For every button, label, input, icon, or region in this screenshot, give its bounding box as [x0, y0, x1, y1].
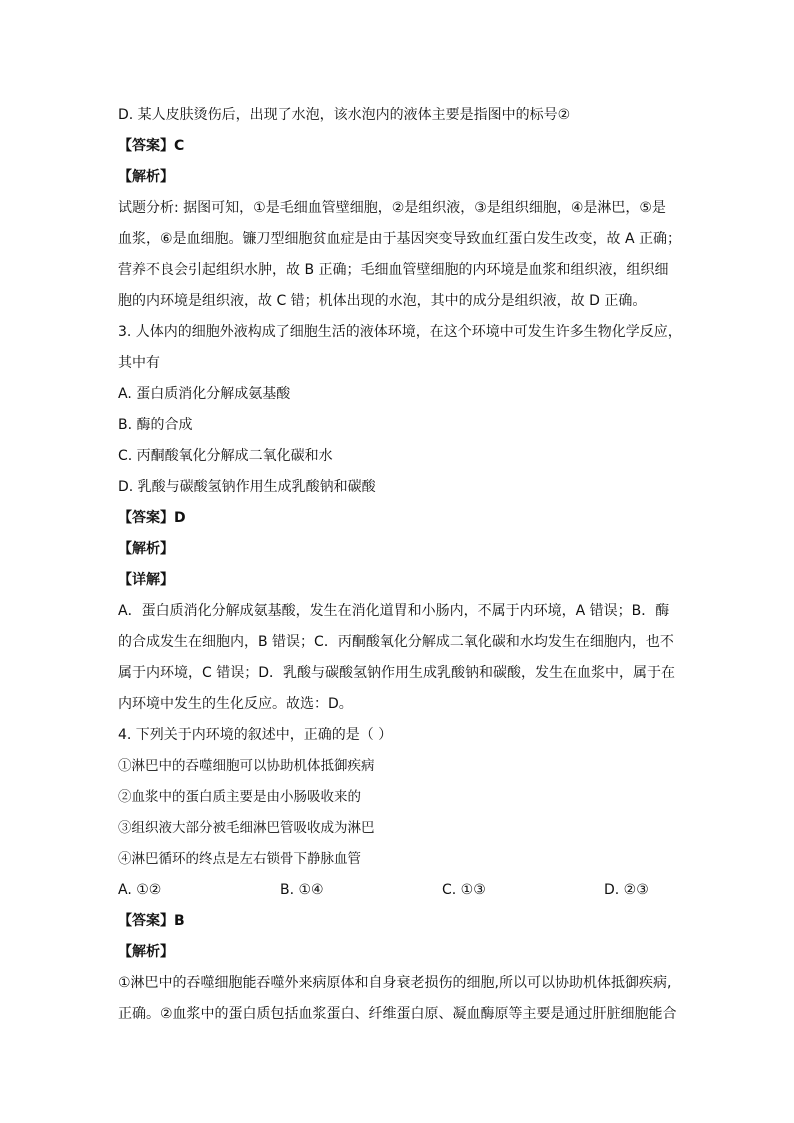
q3-detail-line: 内环境中发生的生化反应。故选：D。 — [118, 696, 353, 712]
q3-option-c: C. 丙酮酸氧化分解成二氧化碳和水 — [118, 448, 333, 464]
q2-analysis-line: 营养不良会引起组织水肿，故 B 正确；毛细血管壁细胞的内环境是血浆和组织液，组织细 — [118, 262, 669, 278]
q3-answer: 【答案】D — [118, 510, 186, 526]
q2-analysis-line: 试题分析: 据图可知，①是毛细血管壁细胞，②是组织液，③是组织细胞，④是淋巴，⑤是 — [118, 200, 666, 216]
q4-statement: ③组织液大部分被毛细淋巴管吸收成为淋巴 — [118, 820, 375, 836]
q3-detail-line: A．蛋白质消化分解成氨基酸，发生在消化道胃和小肠内，不属于内环境，A 错误；B．酶 — [118, 603, 670, 619]
q3-stem-line: 3. 人体内的细胞外液构成了细胞生活的液体环境，在这个环境中可发生许多生物化学反应， — [118, 324, 682, 340]
q4-answer: 【答案】B — [118, 913, 185, 929]
q4-analysis-line: ①淋巴中的吞噬细胞能吞噬外来病原体和自身衰老损伤的细胞,所以可以协助机体抵御疾病, — [118, 975, 672, 991]
q3-option-d: D. 乳酸与碳酸氢钠作用生成乳酸钠和碳酸 — [118, 479, 376, 495]
q3-stem-line: 其中有 — [118, 355, 160, 371]
q4-choice-c: C. ①③ — [442, 882, 486, 898]
q4-choice-d: D. ②③ — [604, 882, 649, 898]
q2-analysis-line: 胞的内环境是组织液，故 C 错；机体出现的水泡，其中的成分是组织液，故 D 正确。 — [118, 293, 647, 309]
q4-analysis-label: 【解析】 — [118, 944, 174, 960]
q4-stem: 4. 下列关于内环境的叙述中，正确的是（ ） — [118, 727, 393, 743]
q4-statement: ②血浆中的蛋白质主要是由小肠吸收来的 — [118, 789, 361, 805]
q4-choice-b: B. ①④ — [280, 882, 324, 898]
q3-detail-line: 的合成发生在细胞内，B 错误；C．丙酮酸氧化分解成二氧化碳和水均发生在细胞内，也不 — [118, 634, 674, 650]
q3-option-b: B. 酶的合成 — [118, 417, 193, 433]
q3-option-a: A. 蛋白质消化分解成氨基酸 — [118, 386, 291, 402]
q3-detail-label: 【详解】 — [118, 572, 174, 588]
q4-statement: ①淋巴中的吞噬细胞可以协助机体抵御疾病 — [118, 758, 375, 774]
document-page — [118, 100, 682, 1030]
q4-choices — [118, 875, 678, 906]
q3-analysis-label: 【解析】 — [118, 541, 174, 557]
q3-detail-line: 属于内环境，C 错误；D．乳酸与碳酸氢钠作用生成乳酸钠和碳酸，发生在血浆中，属于在 — [118, 665, 676, 681]
q4-statement: ④淋巴循环的终点是左右锁骨下静脉血管 — [118, 851, 361, 867]
q2-analysis-label: 【解析】 — [118, 169, 174, 185]
q2-option-d: D. 某人皮肤烫伤后，出现了水泡，该水泡内的液体主要是指图中的标号② — [118, 107, 571, 123]
q2-analysis-line: 血浆，⑥是血细胞。镰刀型细胞贫血症是由于基因突变导致血红蛋白发生改变，故 A 正确； — [118, 231, 682, 247]
q4-analysis-line: 正确。②血浆中的蛋白质包括血浆蛋白、纤维蛋白原、凝血酶原等主要是通过肝脏细胞能合 — [118, 1006, 677, 1022]
q2-answer: 【答案】C — [118, 138, 185, 154]
q4-choice-a: A. ①② — [118, 882, 162, 898]
